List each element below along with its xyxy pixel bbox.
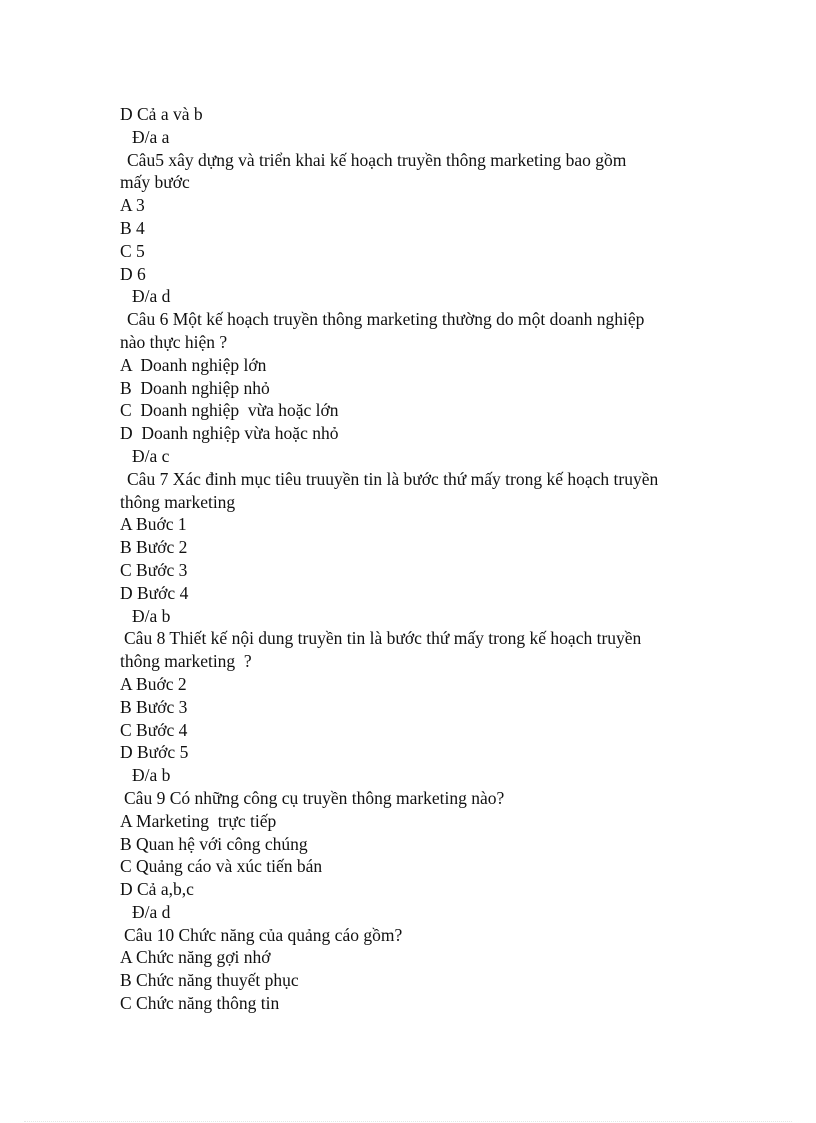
document-body — [120, 103, 720, 1015]
option-line: B Quan hệ với công chúng — [120, 833, 308, 854]
answer-line: Đ/a d — [132, 286, 171, 307]
option-line: B Bước 3 — [120, 696, 188, 717]
option-line: B Bước 2 — [120, 537, 188, 558]
option-line: C 5 — [120, 240, 145, 261]
option-line: A 3 — [120, 195, 145, 216]
answer-line: Đ/a b — [132, 605, 171, 626]
text-line: thông marketing — [120, 491, 236, 512]
text-line: D Cả a và b — [120, 104, 203, 124]
option-line: A Marketing trực tiếp — [120, 810, 277, 831]
option-line: B 4 — [120, 217, 145, 238]
option-line: A Buớc 2 — [120, 673, 187, 694]
answer-line: Đ/a c — [132, 445, 170, 466]
option-line: D 6 — [120, 263, 146, 284]
question-line: Câu 10 Chức năng của quảng cáo gồm? — [124, 924, 403, 945]
text-line: thông marketing ? — [120, 651, 252, 672]
option-line: D Bước 4 — [120, 582, 189, 603]
option-line: B Chức năng thuyết phục — [120, 970, 299, 991]
option-line: B Doanh nghiệp nhỏ — [120, 377, 270, 398]
option-line: D Doanh nghiệp vừa hoặc nhỏ — [120, 423, 339, 444]
question-line: Câu 8 Thiết kế nội dung truyền tin là bước thứ mấy trong kế hoạch truyền — [124, 628, 642, 649]
option-line: C Doanh nghiệp vừa hoặc lớn — [120, 400, 339, 421]
option-line: C Bước 3 — [120, 559, 188, 580]
question-line: Câu 9 Có những công cụ truyền thông marketing nào? — [124, 787, 505, 808]
option-line: C Chức năng thông tin — [120, 993, 280, 1014]
text-line: mấy bước — [120, 172, 190, 193]
answer-line: Đ/a b — [132, 765, 171, 786]
answer-line: Đ/a d — [132, 901, 171, 922]
option-line: C Quảng cáo và xúc tiến bán — [120, 856, 323, 877]
answer-line: Đ/a a — [132, 126, 170, 147]
question-line: Câu 6 Một kế hoạch truyền thông marketing thường do một doanh nghiệp — [127, 309, 645, 330]
option-line: A Buớc 1 — [120, 514, 187, 535]
option-line: D Cả a,b,c — [120, 879, 194, 900]
option-line: C Bước 4 — [120, 719, 188, 740]
option-line: A Chức năng gợi nhớ — [120, 947, 271, 968]
question-line: Câu5 xây dựng và triển khai kế hoạch truyền thông marketing bao gồm — [127, 149, 627, 170]
text-line: nào thực hiện ? — [120, 331, 228, 352]
question-line: Câu 7 Xác đinh mục tiêu truuyền tin là bước thứ mấy trong kế hoạch truyền — [127, 468, 659, 489]
option-line: D Bước 5 — [120, 742, 189, 763]
page-bottom-divider — [24, 1121, 792, 1122]
option-line: A Doanh nghiệp lớn — [120, 354, 267, 375]
